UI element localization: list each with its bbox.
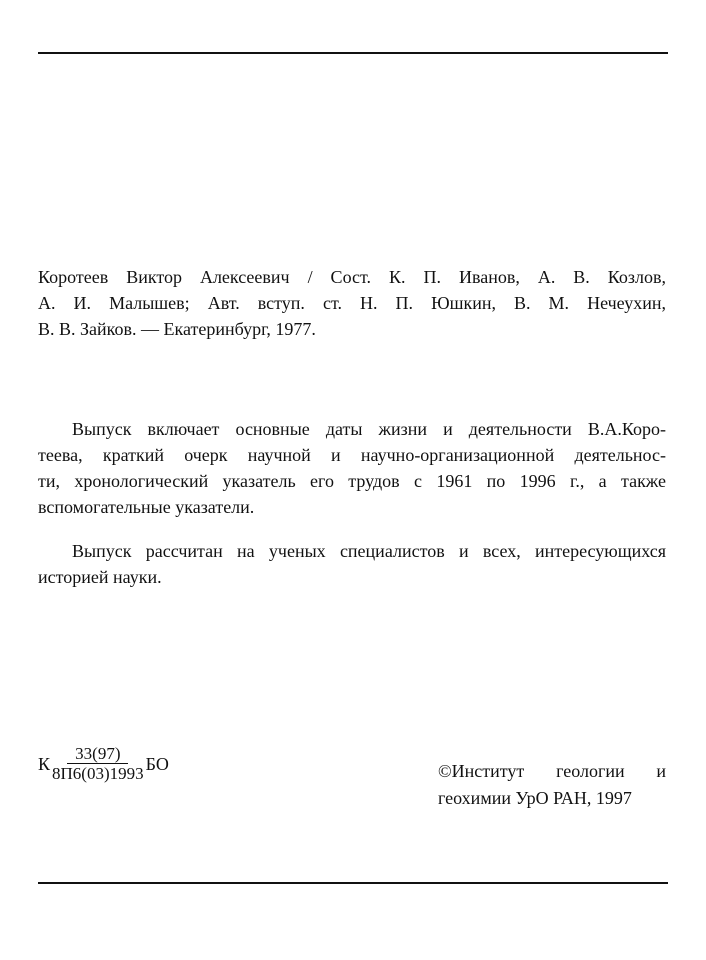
bottom-rule	[38, 882, 668, 884]
top-rule	[38, 52, 668, 54]
bibliography-line: В. В. Зайков. — Екатеринбург, 1977.	[38, 319, 316, 339]
bibliographic-description	[38, 264, 666, 342]
copyright-line: геохимии УрО РАН, 1997	[438, 788, 632, 808]
abstract-line: ти, хронологический указатель его трудов с 1961 по 1996 г., а также	[38, 471, 666, 491]
abstract-paragraph-audience	[38, 538, 666, 590]
index-suffix: БО	[145, 754, 169, 774]
abstract-line: вспомогательные указатели.	[38, 497, 255, 517]
copyright-notice	[438, 758, 666, 812]
index-prefix: К	[38, 754, 51, 774]
abstract-line: историей науки.	[38, 567, 162, 587]
bibliography-line: Коротеев Виктор Алексеевич / Сост. К. П. Иванов, А. В. Козлов,	[38, 267, 666, 287]
index-denominator: 8П6(03)1993	[52, 764, 144, 783]
index-numerator: 33(97)	[67, 744, 128, 764]
abstract-paragraph-contents	[38, 416, 666, 520]
library-index-code	[38, 744, 169, 784]
abstract-line: Выпуск включает основные даты жизни и деятельности В.А.Коро-	[72, 419, 666, 439]
bibliography-line: А. И. Малышев; Авт. вступ. ст. Н. П. Юшкин, В. М. Нечеухин,	[38, 293, 666, 313]
copyright-line: ©Институт геологии и	[438, 761, 666, 781]
index-fraction	[52, 744, 144, 784]
abstract-line: теева, краткий очерк научной и научно-организационной деятельнос-	[38, 445, 666, 465]
abstract-line: Выпуск рассчитан на ученых специалистов и всех, интересующихся	[72, 541, 666, 561]
